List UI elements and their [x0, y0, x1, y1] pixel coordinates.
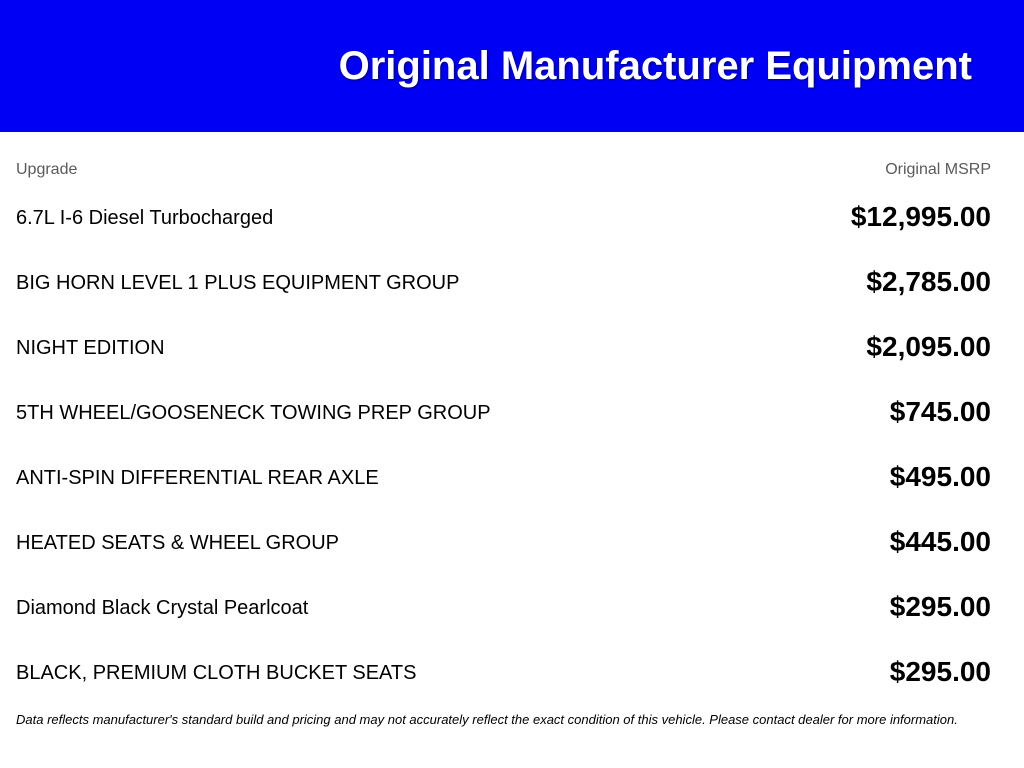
equipment-name: BLACK, PREMIUM CLOTH BUCKET SEATS: [16, 662, 417, 684]
disclaimer-text: Data reflects manufacturer's standard build and pricing and may not accurately reflect the exact condition of this vehicle. Please contact dealer for more information.: [16, 712, 958, 727]
equipment-list: [0, 185, 1024, 705]
equipment-name: BIG HORN LEVEL 1 PLUS EQUIPMENT GROUP: [16, 272, 460, 294]
equipment-price: $495.00: [889, 461, 991, 492]
equipment-row: [0, 510, 1024, 575]
equipment-price: $2,095.00: [866, 331, 991, 362]
equipment-price: $12,995.00: [850, 201, 991, 232]
equipment-price: $2,785.00: [866, 266, 991, 297]
equipment-row: [0, 185, 1024, 250]
equipment-price: $295.00: [889, 656, 991, 687]
equipment-price: $445.00: [889, 526, 991, 557]
equipment-name: 5TH WHEEL/GOOSENECK TOWING PREP GROUP: [16, 402, 491, 424]
equipment-price: $295.00: [889, 591, 991, 622]
page-title: Original Manufacturer Equipment: [338, 44, 972, 88]
equipment-name: ANTI-SPIN DIFFERENTIAL REAR AXLE: [16, 467, 379, 489]
equipment-price: $745.00: [889, 396, 991, 427]
equipment-name: HEATED SEATS & WHEEL GROUP: [16, 532, 340, 554]
column-header-msrp: Original MSRP: [885, 161, 991, 178]
equipment-row: [0, 445, 1024, 510]
equipment-row: [0, 250, 1024, 315]
equipment-row: [0, 315, 1024, 380]
column-header-upgrade: Upgrade: [16, 161, 78, 178]
equipment-row: [0, 380, 1024, 445]
equipment-row: [0, 575, 1024, 640]
equipment-name: Diamond Black Crystal Pearlcoat: [16, 597, 309, 619]
equipment-row: [0, 640, 1024, 705]
equipment-name: NIGHT EDITION: [16, 337, 165, 359]
equipment-name: 6.7L I-6 Diesel Turbocharged: [16, 207, 274, 229]
page-header: [0, 0, 1024, 132]
